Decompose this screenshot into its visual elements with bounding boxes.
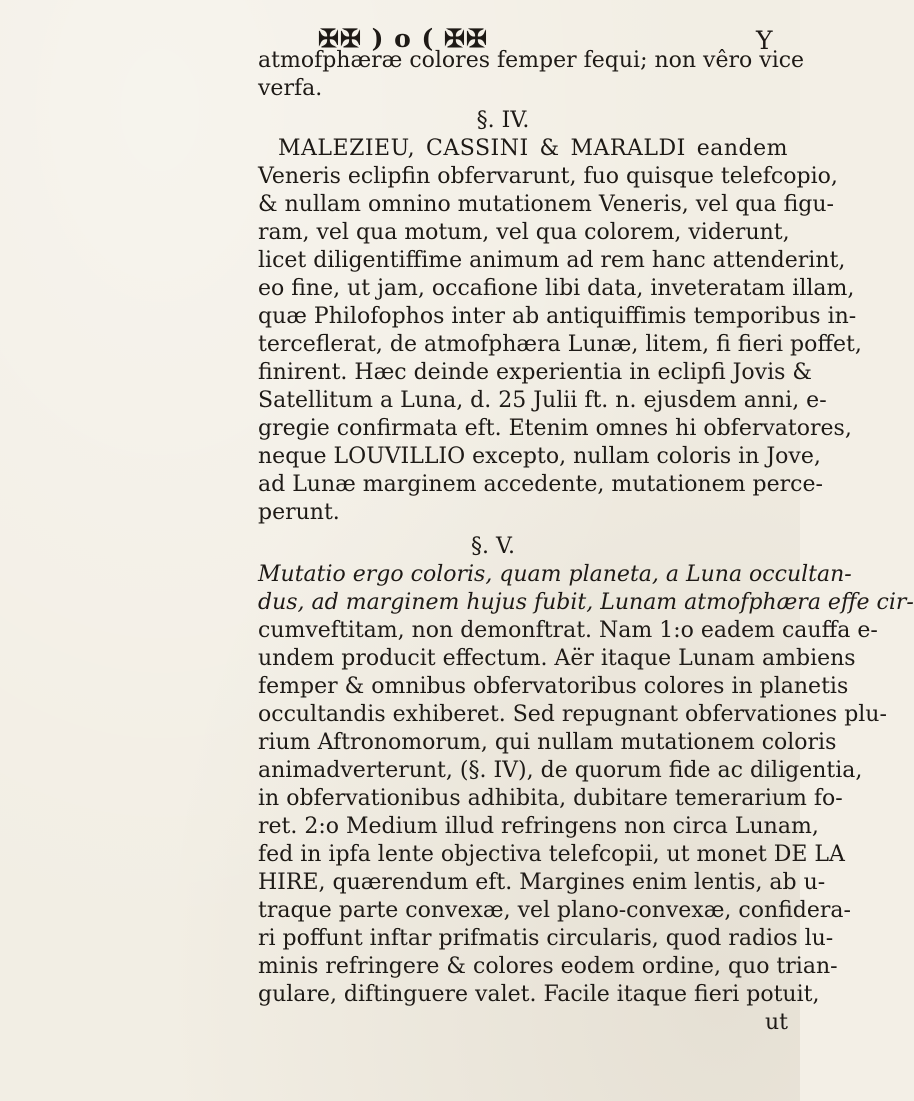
text-line: femper & omnibus obfervatoribus colores in planetis [258,674,849,699]
text-line: eo fine, ut jam, occafione libi data, inveteratam illam, [258,276,855,301]
text-line: ram, vel qua motum, vel qua colorem, viderunt, [258,220,790,245]
text-line: fed in ipfa lente objectiva telefcopii, ut monet DE LA [258,842,845,867]
text-line: gregie confirmata eft. Etenim omnes hi obfervatores, [258,416,852,441]
text-line: traque parte convexæ, vel plano-convexæ, confidera- [258,898,851,923]
text-line: rium Aftronomorum, qui nullam mutationem coloris [258,730,837,755]
text-line: occultandis exhiberet. Sed repugnant obfervationes plu- [258,702,887,727]
page-header [0,12,800,55]
catchword: ut [764,1010,788,1035]
text-line: animadverterunt, (§. IV), de quorum fide ac diligentia, [258,758,863,783]
text-line: neque LOUVILLIO excepto, nullam coloris in Jove, [258,444,821,469]
text-line: quæ Philofophos inter ab antiquiffimis temporibus in- [258,304,857,329]
text-line: undem producit effectum. Aër itaque Lunam ambiens [258,646,856,671]
text-line: ret. 2:o Medium illud refringens non circa Lunam, [258,814,819,839]
page-number: Y [756,26,773,55]
text-line: minis refringere & colores eodem ordine, quo trian- [258,954,838,979]
text-line: Mutatio ergo coloris, quam planeta, a Luna occultan- [258,562,852,587]
text-line: verfa. [258,76,323,101]
text-line: ad Lunæ marginem accedente, mutationem perce- [258,472,823,497]
text-line: finirent. Hæc deinde experientia in eclipfi Jovis & [258,360,813,385]
text-line: gulare, diftinguere valet. Facile itaque fieri potuit, [258,982,820,1007]
text-line: licet diligentiffime animum ad rem hanc attenderint, [258,248,846,273]
text-line: cumveftitam, non demonftrat. Nam 1:o eadem cauffa e- [258,618,878,643]
text-line: ri poffunt inftar prifmatis circularis, quod radios lu- [258,926,834,951]
text-line: dus, ad marginem hujus fubit, Lunam atmofphæra effe cir- [258,590,914,615]
text-line: Veneris eclipfin obfervarunt, fuo quisque telefcopio, [258,164,838,189]
header-ornament: ✠✠ ) o ( ✠✠ [318,24,488,53]
text-line: Satellitum a Luna, d. 25 Julii ft. n. ejusdem anni, e- [258,388,827,413]
text-line: HIRE, quærendum eft. Margines enim lentis, ab u- [258,870,826,895]
section-heading-v: §. V. [470,534,516,559]
text-line: & nullam omnino mutationem Veneris, vel qua figu- [258,192,834,217]
text-line: perunt. [258,500,340,525]
text-line: terceflerat, de atmofphæra Lunæ, litem, fi fieri poffet, [258,332,862,357]
section-heading-iv: §. IV. [476,108,530,133]
text-line: in obfervationibus adhibita, dubitare temerarium fo- [258,786,843,811]
text-line: atmofphæræ colores femper fequi; non vêro vice [258,48,805,73]
text-line: MALEZIEU, CASSINI & MARALDI eandem [278,136,788,161]
